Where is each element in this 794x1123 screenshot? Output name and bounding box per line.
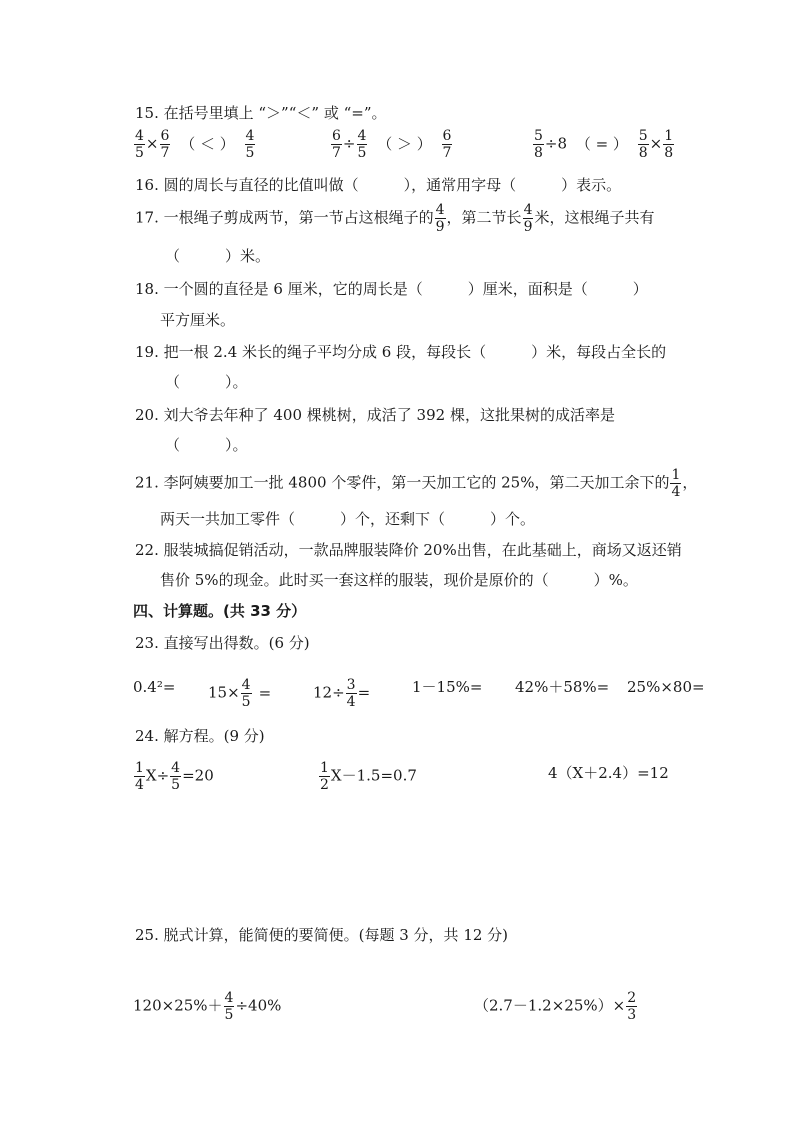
q24-eq1: $\frac{1}{4}$ X÷ $\frac{4}{5}$ =20 [135,760,214,793]
q18-line2: 平方厘米。 [160,311,236,329]
fraction: $\frac{5}{8}$ [638,128,648,161]
fraction: $\frac{6}{7}$ [442,128,452,161]
fraction: $\frac{4}{9}$ [523,202,533,235]
fraction: $\frac{4}{9}$ [435,202,445,235]
q20-line1: 20. 刘大爷去年种了 400 棵桃树，成活了 392 棵，这批果树的成活率是 [135,406,615,424]
fraction: $\frac{1}{2}$ [320,760,329,793]
q21-line1: 21. 李阿姨要加工一批 4800 个零件，第一天加工它的 25%，第二天加工余下的 $\frac{1}{4}$ ， [135,467,698,500]
q23-e5: 42%＋58%= [515,678,610,696]
fraction: $\frac{1}{4}$ [671,467,681,500]
fraction: $\frac{1}{8}$ [664,128,674,161]
fraction: $\frac{3}{4}$ [346,677,356,710]
q25-e2: （2.7－1.2×25%）× $\frac{2}{3}$ [474,990,637,1023]
q17-line1: 17. 一根绳子剪成两节，第一节占这根绳子的 $\frac{4}{9}$ ，第二节长 $\frac{4}{9}$ 米，这根绳子共有 [135,202,655,235]
q23-e2: 15× $\frac{4}{5}$ = [208,677,272,710]
q15-b: $\frac{6}{7}$ ÷ $\frac{4}{5}$ （ ＞ ） $\frac{6}{7}$ [332,128,452,161]
section-heading: 四、计算题。(共 33 分） [133,602,307,620]
q22-line2: 售价 5%的现金。此时买一套这样的服装，现价是原价的（ ）%。 [160,571,638,589]
q25-title: 25. 脱式计算，能简便的要简便。(每题 3 分，共 12 分) [135,926,509,944]
q20-line2: （ ）。 [165,436,248,454]
fraction: $\frac{6}{7}$ [332,128,341,161]
fraction: $\frac{4}{5}$ [357,128,367,161]
fraction: $\frac{5}{8}$ [534,128,543,161]
answer-bracket[interactable]: （ = ） [575,134,628,153]
q24-eq3: 4（X＋2.4）=12 [548,764,669,782]
fraction: $\frac{4}{5}$ [224,990,234,1023]
q22-line1: 22. 服装城搞促销活动，一款品牌服装降价 20%出售，在此基础上，商场又返还销 [135,541,682,559]
fraction: $\frac{4}{5}$ [135,128,144,161]
fraction: $\frac{1}{4}$ [135,760,144,793]
q24-title: 24. 解方程。(9 分) [135,727,265,745]
answer-bracket[interactable]: （ ＜ ） [180,134,235,153]
q23-e4: 1－15%= [412,678,483,696]
q16-text: 16. 圆的周长与直径的比值叫做（ ），通常用字母（ ）表示。 [135,176,622,194]
q23-e3: 12÷ $\frac{3}{4}$ = [313,677,371,710]
q23-e6: 25%×80= [627,678,705,696]
q23-e1: 0.4²= [133,678,176,696]
answer-bracket[interactable]: （ ＞ ） [377,134,432,153]
q15-a: $\frac{4}{5}$ × $\frac{6}{7}$ （ ＜ ） $\frac{4}{5}$ [135,128,255,161]
q15-title: 15. 在括号里填上 “＞”“＜” 或 “=”。 [135,104,387,122]
q15-c: $\frac{5}{8}$ ÷8 （ = ） $\frac{5}{8}$ × $\frac{1}{8}$ [534,128,674,161]
q21-line2: 两天一共加工零件（ ）个，还剩下（ ）个。 [160,510,536,528]
fraction: $\frac{4}{5}$ [245,128,255,161]
q19-line1: 19. 把一根 2.4 米长的绳子平均分成 6 段，每段长（ ）米，每段占全长的 [135,343,667,361]
q25-e1: 120×25%＋ $\frac{4}{5}$ ÷40% [133,990,282,1023]
fraction: $\frac{4}{5}$ [241,677,251,710]
q18-line1: 18. 一个圆的直径是 6 厘米，它的周长是（ ）厘米，面积是（ ） [135,280,648,298]
fraction: $\frac{4}{5}$ [171,760,181,793]
q19-line2: （ ）。 [165,373,248,391]
q24-eq2: $\frac{1}{2}$ X－1.5=0.7 [320,760,417,793]
fraction: $\frac{2}{3}$ [627,990,637,1023]
q17-line2: （ ）米。 [165,247,271,265]
q23-title: 23. 直接写出得数。(6 分) [135,634,310,652]
fraction: $\frac{6}{7}$ [160,128,170,161]
